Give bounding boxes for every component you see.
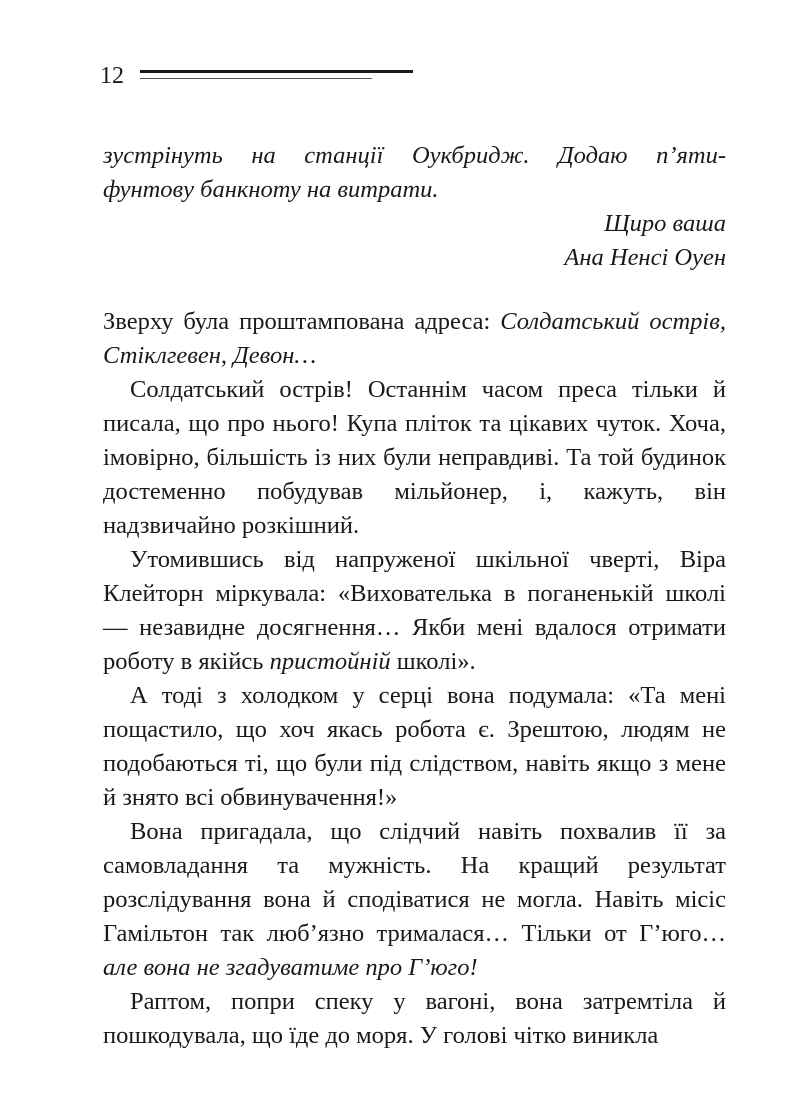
paragraph-inquest-italic: але вона не згадуватиме про Г’юго! [103, 954, 478, 981]
paragraph-address [103, 305, 726, 373]
letter-line-1: зустрінуть на станції Оукбридж. Додаю п’яти- [103, 142, 726, 169]
paragraph-vera-text-b: школі». [390, 648, 476, 675]
page-header [100, 58, 420, 98]
paragraph-address-italic: Солдатський острів, Стіклгевен, Девон… [103, 308, 727, 369]
paragraph-lucky: А тоді з холодком у серці вона подумала: «Та мені пощастило, що хоч якась робота є. Зрештою, людям не подобаються ті, що були під слідством, навіть якщо з мене й знято всі обвинувачення!» [103, 682, 726, 811]
paragraph-shiver: Раптом, попри спеку у вагоні, вона затремтіла й пошкодувала, що їде до моря. У голові чітко виникла [103, 988, 726, 1049]
letter-signature: Ана Ненсі Оуен [564, 244, 726, 271]
body-text [103, 305, 726, 1053]
letter-excerpt [103, 139, 726, 275]
paragraph-inquest-text: Вона пригадала, що слідчий навіть похвалив її за самовладання та мужність. На кращий результат розслідування вона й сподіватися не могла. Навіть місіс Гамільтон так люб’язно трималася… Тільки от Г’юго… [103, 818, 726, 947]
paragraph-vera-thoughts [103, 543, 726, 679]
paragraph-vera-italic: пристойній [269, 648, 391, 675]
page-number: 12 [100, 63, 124, 89]
paragraph-inquest [103, 815, 726, 985]
letter-line-2: фунтову банкноту на витрати. [103, 176, 439, 203]
header-rule-thin [140, 78, 372, 79]
header-rule-thick [140, 70, 413, 73]
paragraph-vera-text-a: Утомившись від напруженої шкільної чверті, Віра Клейторн міркувала: «Вихователька в поганенькій школі — незавидне досягнення… Якби мені вдалося отримати роботу в якійсь [103, 546, 726, 675]
paragraph-address-text: Зверху була проштампована адреса: [103, 308, 501, 335]
letter-closing: Щиро ваша [604, 210, 726, 237]
paragraph-soldier-island: Солдатський острів! Останнім часом преса тільки й писала, що про нього! Купа пліток та цікавих чуток. Хоча, імовірно, більшість із них були неправдиві. Та той будинок достеменно побудував мільйонер, і, кажуть, він надзвичайно розкішний. [103, 376, 726, 539]
